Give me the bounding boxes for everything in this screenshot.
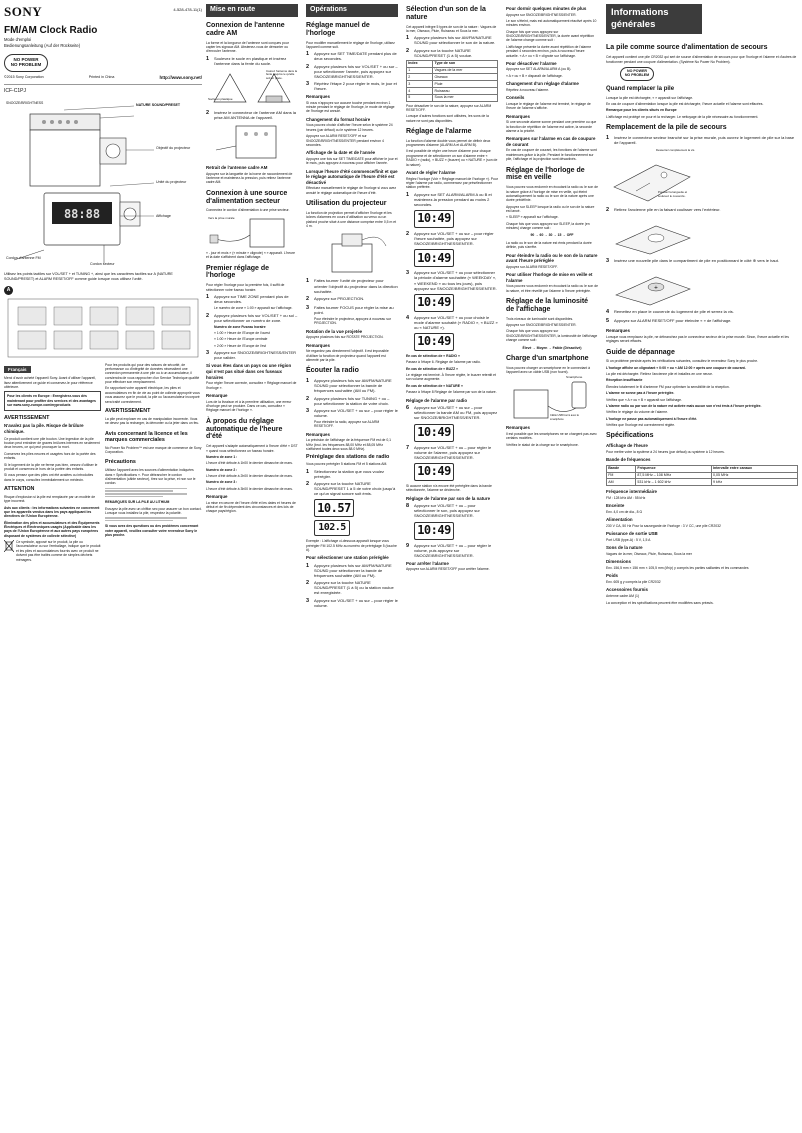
label-objectif: Objectif du projecteur bbox=[156, 146, 191, 151]
heading-remplacement: Remplacement de la pile de secours bbox=[606, 124, 727, 132]
figure-caption: Utilisez les points tactiles sur VOL/SET + et TUNING +, ainsi que les caractères tactiles sur A (NATURE SOUND/PRESET) et ALARM RESET/OFF comme guide lorsque vous utilisez l'unité. bbox=[4, 272, 173, 281]
heading-projecteur: Utilisation du projecteur bbox=[306, 200, 387, 208]
table-cell-index: 1 bbox=[407, 67, 433, 74]
heading-depannage: Guide de dépannage bbox=[606, 348, 675, 356]
heading-radio: Écouter la radio bbox=[306, 367, 359, 375]
table-cell-index: 2 bbox=[407, 74, 433, 81]
table-row bbox=[407, 94, 498, 101]
warning-p4: Si vous pensez que des piles ont été avalées ou introduites dans le corps, consultez immédiatement un médecin. bbox=[4, 473, 94, 482]
table-cell: FM bbox=[607, 472, 636, 479]
heading-charge: Charge d'un smartphone bbox=[506, 354, 589, 362]
section-mise-en-route: Mise en route bbox=[206, 4, 298, 17]
subtitle-fr: Mode d'emploi bbox=[4, 37, 32, 43]
label-nature-sound: NATURE SOUND/PRESET bbox=[136, 103, 181, 108]
table-cell-index: 3 bbox=[407, 81, 433, 88]
eu-title: Avis aux clients : les informations suivantes ne concernent que les appareils vendus dans les pays appliquant les directives de l'Union Européenne. bbox=[4, 505, 100, 519]
part-number: 4-528-478-11(1) bbox=[173, 7, 202, 12]
table-cell: 531 kHz – 1 602 kHz bbox=[636, 479, 712, 486]
heading-alarme: Réglage de l'alarme bbox=[406, 127, 472, 135]
crossed-bin-icon bbox=[4, 540, 14, 552]
zone-table: Numéro de zone Fuseau horaire « 1:00 » Heure de l'Europe de l'ouest « 1:00 » Heure de l'Europe centrale « 2:00 » Heure de l'Europe de l'est bbox=[214, 324, 270, 348]
disposal-row bbox=[4, 540, 101, 564]
table-row bbox=[407, 81, 498, 88]
sony-url: http://www.sony.net/ bbox=[159, 75, 202, 81]
col1b-p1: Pour les produits qui pour des raisons de sécurité, de performance ou d'intégrité de données nécessitent une connexion permanente à une pile ou à un accumulateur, il conviendra de vous rapprocher d'un Service Technique qualifié pour effectuer son remplacement. bbox=[105, 362, 200, 385]
heading-veille: Réglage de l'horloge de mise en veille bbox=[506, 166, 585, 182]
table-cell: AM bbox=[607, 479, 636, 486]
label-socle: Socle en plastique bbox=[208, 96, 233, 101]
column-veille: Pour dormir quelques minutes de plus Appuyez sur SNOOZE/BRIGHTNESS/ENTER. Le son s'éteint, mais est automatiquement réactivé après 10 minutes environ. Chaque fois que vous appuyez sur SNOOZE/BRIGHTNESS/ENTER, la durée avant répétition de l'alarme change comme suit : L'affichage présente la durée avant répétition de l'alarme pendant 4 secondes environ, puis à nouveau l'heure actuelle. « A » ou « B » clignote sur l'affichage. Pour désactiver l'alarme Appuyez sur SET ALARM/ALARM A (ou B). « A » ou « B » disparaît de l'affichage. Changement d'un réglage d'alarme Répétez à nouveau l'alarme. Conseils Lorsque le réglage de l'alarme est terminé, le réglage de l'heure de l'alarme s'affiche. Remarques Si une seconde alarme sonne pendant une première ou que la fonction de répétition de l'alarme est active, la seconde alarme a la priorité. Remarques sur l'alarme en cas de coupure de courant En cas de coupure de courant, les fonctions de l'alarme sont maintenues grâce à la pile. Pendant le fonctionnement sur pile, l'affichage et la projection sont désactivés. Réglage de l'horloge de mise en veille Vous pouvez vous endormir en écoutant la radio ou le son de la nature grâce à l'horloge de mise en veille, qui éteint automatiquement la radio ou le son de la nature après une durée prédéfinie. Appuyez sur SLEEP lorsque la radio ou le son de la nature est lancé. « SLEEP » apparaît sur l'affichage. Chaque fois que vous appuyez sur SLEEP, la durée (en minutes) change comme suit : 90 → 60 → 30 → 15 → OFF La radio ou le son de la nature est émis pendant la durée définie, puis s'arrête. Pour éteindre la radio ou le son de la nature avant l'heure préréglée Appuyez sur ALARM RESET/OFF. Pour utiliser l'horloge de mise en veille et l'alarme Vous pouvez vous endormir en écoutant la radio ou le son de la nature, et être réveillé par l'alarme à l'heure préréglée. Réglage de la luminosité de l'affichage Trois niveaux de luminosité sont disponibles. Appuyez sur SNOOZE/BRIGHTNESS/ENTER. Chaque fois que vous appuyez sur SNOOZE/BRIGHTNESS/ENTER, la luminosité de l'affichage change comme suit : Élevé → Moyen → Faible (Désactivé) Charge d'un smartphone Vous pouvez charger un smartphone en le connectant à l'appareil avec un câble USB (non fourni). Smartphone Câble USB fourni avec le smartphone Remarques Il est possible que les smartphones ne se chargent pas avec certains modèles. Vérifiez le statut de la charge sur le smartphone. bbox=[506, 6, 598, 447]
heading-premier-reglage: Premier réglage de l'horloge bbox=[206, 264, 270, 280]
label-cordon-secteur: Cordon secteur bbox=[90, 262, 115, 267]
heading-changement: Changement d'un réglage d'alarme bbox=[506, 81, 579, 87]
license-title: Avis concernant la licence et les marques commerciales bbox=[105, 430, 188, 443]
warning-p1: Ce produit contient une pile bouton. Une ingestion de la pile bouton peut entraîner de graves brûlures internes en seulement deux heures, ce qui peut provoquer la mort. bbox=[4, 436, 100, 450]
alarm-display-4: 10:49 bbox=[414, 333, 454, 351]
header-row bbox=[4, 4, 202, 21]
table-cell-sound: Sous la mer bbox=[433, 94, 498, 101]
label-prise: Vers la prise murale bbox=[208, 215, 235, 220]
subtitle-de: Bedienungsanleitung (Auf der Rückseite) bbox=[4, 42, 81, 48]
label-affichage: Affichage bbox=[156, 214, 171, 219]
section-informations: Informations générales bbox=[606, 4, 702, 34]
heading-preset: Préréglage des stations de radio bbox=[306, 454, 390, 461]
buttons-illustration bbox=[4, 297, 202, 359]
precautions-p: Utilisez l'appareil avec les sources d'alimentation indiquées dans « Spécifications ». Pour débrancher le cordon d'alimentation (câble secteur), tirez sur la prise, et non sur le cordon. bbox=[105, 468, 196, 486]
table-cell-sound: Vagues de la mer bbox=[433, 67, 498, 74]
model-number: ICF-C1PJ bbox=[4, 87, 26, 94]
column-left bbox=[4, 4, 202, 1129]
warning-p2: Conservez les piles neuves et usagées hors de la portée des enfants. bbox=[4, 451, 96, 461]
divider bbox=[4, 84, 202, 85]
column-alarme: Sélection d'un son de la nature Cet appareil intègre 5 types de son de la nature : Vagues de la mer, Oiseaux, Pluie, Ruisseau et Sous la mer. 1 Appuyez plusieurs fois sur AM/FM/NATURE SOUND pour sélectionner le son de la nature. 2 Appuyez sur la touche NATURE SOUND/PRESET (1 à 5) voulue. Index Type de son 1 Vagues de la mer 2 Oiseaux 3 Pluie 4 Ruisseau 5 Sous la mer Pour désactiver le son de la nature, appuyez sur ALARM RESET/OFF. Lorsque d'autres fonctions sont utilisées, les sons de la nature ne sont pas disponibles. Réglage de l'alarme La fonction d'alarme double vous permet de définir deux programmes d'alarme (ALARM A et ALARM B). Il est possible de régler une heure d'alarme pour chaque programme et de sélectionner un son d'alarme entre « RADIO » (radio), « BUZZ » (buzzer) ou « NATURE » (son de la nature). Avant de régler l'alarme Réglez l'horloge (Voir « Réglage manuel de l'horloge »). Pour régler l'alarme par radio, commencez par présélectionner station préférée. 1 Appuyez sur SET ALARM/ALARM A ou B et maintenez-la pression pendant au moins 2 secondes. 10:49 2 Appuyez sur VOL/SET + ou sur – pour régler l'heure souhaitée, puis appuyez sur SNOOZE/BRIGHTNESS/ENTER. 10:49 3 Appuyez sur VOL/SET + ou pour sélectionner la période d'alarme souhaitée (« WEEKDAY », « WEEKEND » ou tous les jours), puis appuyez sur SNOOZE/BRIGHTNESS/ENTER. 10:49 4 Appuyez sur VOL/SET + ou pour choisir le mode d'alarme souhaité (« RADIO », « BUZZ » ou « NATURE »). 10:49 En cas de sélection de « RADIO » Passez à l'étape 6. Réglage de l'alarme par radio. En cas de sélection de « BUZZ » Le réglage est terminé. À l'heure réglée, le buzzer retentit et son volume augmente. En cas de sélection de « NATURE » Passez à l'étape 8 Réglage de l'alarme par son de la nature. Réglage de l'alarme par radio 6 Appuyez sur VOL/SET + ou sur – pour sélectionner la bande AM ou FM, puis appuyez sur SNOOZE/BRIGHTNESS/ENTER. 10:49 7 Appuyez sur VOL/SET + ou – pour régler le volume de l'alarme, puis appuyez sur SNOOZE/BRIGHTNESS/ENTER. 10:49 Si aucune station n'a encore été préréglée dans la bande sélectionnée, l'alarme se déclenche. Réglage de l'alarme par son de la nature 8 Appuyez sur VOL/SET + ou – pour sélectionner le son, puis appuyez sur SNOOZE/BRIGHTNESS/ENTER. 10:49 9 Appuyez sur VOL/SET + ou – pour régler le volume, puis appuyez sur SNOOZE/BRIGHTNESS/ENTER. Pour arrêter l'alarme Appuyez sur ALARM RESET/OFF pour arrêter l'alarme. bbox=[406, 6, 498, 572]
preset-display-b: 102.5 bbox=[314, 520, 350, 536]
label-cordon-am: Cordon d'antenne FM bbox=[6, 256, 41, 261]
lithium-title: REMARQUES SUR LA PILE AU LITHIUM bbox=[105, 500, 170, 505]
heading-son-nature: Sélection d'un son de la nature bbox=[406, 6, 486, 21]
column-right-body bbox=[606, 39, 798, 607]
svg-text:+: + bbox=[653, 285, 659, 292]
antenna-figure bbox=[206, 68, 298, 108]
alarm-display-3: 10:49 bbox=[414, 294, 454, 312]
battery-insert-figure bbox=[606, 267, 798, 307]
heading-auto-dst: Lorsque l'heure d'été commence/finit et que le réglage automatique de l'heure d'été est désactivé bbox=[306, 168, 398, 185]
heading-dormir: Pour dormir quelques minutes de plus bbox=[506, 6, 587, 11]
advisory-p: La pile peut exploser en cas de manipulation incorrecte. Vous ne devez pas la recharger, la démonter ou la jeter dans un feu. bbox=[105, 416, 200, 426]
table-cell: 9 kHz bbox=[711, 479, 797, 486]
table-cell-sound: Oiseaux bbox=[433, 74, 498, 81]
table-row bbox=[607, 472, 798, 479]
buttons-figure bbox=[4, 297, 202, 359]
label-snooze: SNOOZE/BRIGHTNESS bbox=[6, 101, 44, 106]
heading-quand-remplacer: Quand remplacer la pile bbox=[606, 85, 675, 92]
heading-desactiver: Pour désactiver l'alarme bbox=[506, 60, 557, 66]
label-desserrer: Desserrez complètement la vis. bbox=[656, 148, 696, 153]
column-operations: Opérations Réglage manuel de l'horloge Pour modifier manuellement le réglage de l'horloge, utilisez l'appareil comme suit. 1 Appuyez sur SET TIME/DATE pendant plus de deux secondes. 2 Appuyez plusieurs fois sur VOL/SET + ou sur – pour sélectionner l'année, puis appuyez sur SNOOZE/BRIGHTNESS/ENTER. 3 Répétez l'étape 2 pour régler le mois, le jour et l'heure. Remarques Si vous n'appuyez sur aucune touche pendant environ 1 minute pendant le réglage de l'horloge, le mode de réglage de l'horloge est annulé. Changement du format horaire Vous pouvez choisir d'afficher l'heure selon le système 24 heures (par défaut) ou le système 12 heures. Appuyez sur ALARM RESET/OFF et sur SNOOZE/BRIGHTNESS/ENTER pendant environ 4 secondes. Affichage de la date et de l'année Appuyez une fois sur SET TIME/DATE pour afficher le jour et le mois, puis appuyez à nouveau pour afficher l'année. Lorsque l'heure d'été commence/finit et que le réglage automatique de l'heure d'été est désactivé Effectuez manuellement le réglage de l'horloge si vous avez annulé le réglage automatique de l'heure d'été. Utilisation du projecteur La fonction de projection permet d'afficher l'horloge et les icônes d'alarmes en cours d'utilisation au verso ou un plafond proche situé à une distance comprise entre 0,5 m et 4 m. 1 Faites tourner l'unité de projecteur pour orienter l'objectif du projecteur dans la direction souhaitée. 2 Appuyez sur PROJECTION. 3 Faites tourner FOCUS pour régler la mise au point. Pour éteindre le projecteur, appuyez à nouveau sur PROJECTION. Rotation de la vue projetée Appuyez plusieurs fois sur ROTATE PROJECTION. Remarques Ne regardez pas directement l'objectif. Il est impossible d'utiliser la fonction de projecteur quand l'appareil est alimenté par la pile. Écouter la radio 1 Appuyez plusieurs fois sur AM/FM/NATURE SOUND pour sélectionner la bande de fréquences souhaitée (AM ou FM). 2 Appuyez plusieurs fois sur TUNING + ou – pour sélectionner la station de votre choix. 3 Appuyez sur VOL/SET + ou sur – pour régler le volume. Pour éteindre la radio, appuyez sur ALARM RESET/OFF. Remarques La précision de l'affichage de la fréquence FM est de 0,1 MHz (brui. les fréquences 88,00 MHz et 88,05 MHz s'affichent toutes deux sous 88.0 MHz). Préréglage des stations de radio Vous pouvez prérégler 5 stations FM et 5 stations AM. 1 Sélectionnez la station que vous voulez prérégler. 2 Appuyez sur la touche NATURE SOUND/PRESET 1 à 5 de votre choix jusqu'à ce qu'un signal sonore soit émis. 10.57 102.5 Exemple : L'affichage ci-dessous apparaît lorsque vous prérégler FM 102.5 MHz au numéro de préréglage 5 (touche #). Pour sélectionner une station préréglée 1 Appuyez plusieurs fois sur AM/FM/NATURE SOUND pour sélectionner la bande de fréquences souhaitée (AM ou FM). 2 Appuyez sur la touche NATURE SOUND/PRESET (1 à 5) ou la station voulue est enregistrée. 3 Appuyez sur VOL/SET + ou sur – pour régler le volume. bbox=[306, 6, 398, 608]
attention-title: ATTENTION bbox=[4, 485, 35, 492]
table-header-cell: Bande bbox=[607, 465, 636, 472]
nopower-logo-small: NO POWER NO PROBLEM bbox=[620, 67, 654, 81]
label-insert: Insérez l'antenne dans la fente jusqu'à ce qu'elle soit en place. bbox=[266, 68, 298, 81]
column-informations bbox=[606, 4, 798, 1129]
product-figure bbox=[4, 98, 202, 268]
label-unite: Unité du projecteur bbox=[156, 180, 187, 185]
table-row bbox=[407, 74, 498, 81]
figure-a-row bbox=[4, 286, 202, 295]
table-header-cell: Fréquence bbox=[636, 465, 712, 472]
intro: Merci d'avoir acheté l'appareil Sony. Avant d'utiliser l'appareil, lisez attentivement ce guide et conservez-le pour référence ultérieure. bbox=[4, 376, 96, 390]
antenna-plug-figure bbox=[206, 122, 298, 162]
copyright: ©2015 Sony Corporation bbox=[4, 75, 44, 80]
heading-luminosite: Réglage de la luminosité de l'affichage bbox=[506, 298, 589, 313]
heading-rotation: Rotation de la vue projetée bbox=[306, 328, 363, 334]
nopower-logo-row bbox=[4, 54, 202, 72]
table-header-cell: Intervalle entre canaux bbox=[711, 465, 797, 472]
table-cell-index: 4 bbox=[407, 87, 433, 94]
table-cell-index: 5 bbox=[407, 94, 433, 101]
battery-cover-figure bbox=[606, 147, 798, 205]
advisory-title: AVERTISSEMENT bbox=[105, 407, 151, 414]
column-right-a: La pile comme source d'alimentation de secours Cet appareil contient une pile CR2032 qui sert de source d'alimentation de secours pour que l'horloge et l'alarme et d'autres de fonctionner pendant une coupure d'alimentation. (Système No Power No Problem). NO POWER NO PROBLEM Quand remplacer la pile Lorsque la pile est déchargée, « » apparaît sur l'affichage. En cas de coupure d'alimentation lorsque la pile est déchargée, l'heure actuelle et l'alarme sont effacées. Remarque pour les clients situés en Europe L'affichage est protégé ne pour et la recharger. Le nettoyage de la pile nécessaire au fonctionnement. Remplacement de la pile de secours 1 Insérez le connecteur secteur branché sur la prise murale, puis ouvrez le logement de pile sur la base de l'appareil. Desserrez complètement la vis. Poussez la languette et soulevez le couvercle. 2 Retirez l'ancienne pile en la faisant coulisser vers l'extérieur. 3 Insérez une nouvelle pile dans le compartiment de pile en positionnant le côté ⊕ vers le haut. + 4 Remettez en place le couvercle du logement de pile et serrez la vis. 5 Appuyez sur ALARM RESET/OFF pour éteindre « » de l'affichage. Remarques Lorsque vous remplacez la pile, ne débranchez pas le connecteur secteur de la prise murale. Sinon, l'heure actuelle et les réglages seront effacés. Guide de dépannage Si un problème persiste après les vérifications suivantes, consultez le revendeur Sony le plus proche. L'horloge affiche un clignotant « 0:00 » ou « AM 12:00 » après une coupure de courant. La pile est déchargée. Retirez l'ancienne pile et installez-en une neuve. Réception insuffisante Étendez totalement le fil d'antenne FM pour optimiser la sensibilité de la réception. L'alarme ne sonne pas à l'heure préréglée. Vérifiez que « A » ou « B » apparaît sur l'affichage. L'alarme radio ou par son de la nature est activée mais aucun son n'est émis à l'heure préréglée. Vérifiez le réglage du volume de l'alarme. L'horloge ne passe pas automatiquement à l'heure d'été. Vérifiez que l'horloge est correctement réglée. Spécifications Affichage de l'heure Pour mettre votre la système à 24 heures (par défaut) ou système à 12 heures. Bande de fréquences Bande Fréquence Intervalle entre canaux FM 87,5 MHz – 108 MHz 0,05 MHz AM 531 kHz – 1 602 kHz 9 kHz Fréquence intermédiaire FM : 128 kHz AM : 55 kHz Enceinte Env. 4,0 cm de dia., 8 Ω Alimentation 230 V CA, 50 Hz Pour la sauvegarde de l'horloge : 3 V CC, une pile CR2032 Puissance de sortie USB Port USB (type-A) : 5 V, 1,5 A Sons de la nature Vagues de la mer, Oiseaux, Pluie, Ruisseau, Sous la mer Dimensions Env. 156,5 mm × 156 mm × 105,5 mm (l/h/p) y compris les parties saillantes et les commandes Poids Env. 605 g y compris la pile CR2032 Accessoires fournis Antenne cadre AM (1) La conception et les spécifications peuvent être modifiées sans préavis. bbox=[606, 44, 797, 605]
table-cell: 87,5 MHz – 108 MHz bbox=[636, 472, 712, 479]
svg-text:88:88: 88:88 bbox=[63, 207, 101, 222]
disposal-p: Ce symbole, apposé sur le produit, la pile ou l'accumulateur ou sur l'emballage, indique que le produit et les piles et accumulateurs fournis avec ce produit ne doivent pas être traités comme de simples déchets ménagers. bbox=[16, 540, 101, 562]
column-left-body bbox=[4, 363, 202, 564]
column-left-a bbox=[4, 363, 101, 564]
registration-box: Pour les clients en Europe : Enregistrez-vous dès maintenant pour profiter des services et des avantages sur www.sony-europe.com/myproducts bbox=[4, 391, 101, 410]
contact-p: Si vous avez des questions ou des problèmes concernant votre appareil, veuillez consulter votre revendeur Sony le plus proche. bbox=[105, 524, 199, 538]
lithium-p: Essuyez la pile avec un chiffon sec pour assurer un bon contact. Lorsque vous installez la pile, respectez la polarité. bbox=[105, 506, 202, 515]
charge-figure bbox=[506, 376, 598, 422]
frequency-table bbox=[606, 465, 798, 486]
power-figure bbox=[206, 215, 298, 251]
table-cell-sound: Pluie bbox=[433, 81, 498, 88]
heading-specifications: Spécifications bbox=[606, 432, 654, 440]
col1b-p2: En rapportant votre appareil électrique, les piles et accumulateurs en fin de vie au point de collecte approprié vous vous assurez que le produit, la pile ou l'accumulateur incorporé sera traité correctement. bbox=[105, 386, 200, 404]
nature-sound-table: Index Type de son 1 Vagues de la mer 2 Oiseaux 3 Pluie 4 Ruisseau 5 Sous la mer bbox=[406, 60, 498, 102]
column-left-b bbox=[105, 363, 202, 564]
alarm-display-2: 10:49 bbox=[414, 249, 454, 267]
title-block bbox=[4, 25, 202, 49]
alarm-display-5: 10:49 bbox=[414, 424, 454, 442]
disposal-title: Élimination des piles et accumulateurs et des Équipements Électriques et Électroniques usagés (Applicable dans les pays de l'Union Européenne et aux autres pays européens disposant de systèmes de collecte sélective) bbox=[4, 520, 100, 538]
nopower-logo: NO POWER NO PROBLEM bbox=[4, 54, 48, 72]
warning-sub: N'avalez pas la pile. Risque de brûlure chimique. bbox=[4, 423, 84, 435]
column-mise-en-route: Mise en route Connexion de l'antenne cadre AM La forme et la longueur de l'antenne sont conçues pour capter les signaux AM. Abstenez-vous de démonter ou d'enrouler l'antenne. 1 Soulevez le socle en plastique et insérez l'antenne dans la fente du socle. Socle en plastique Insérez l'antenne dans la fente jusqu'à ce qu'elle soit en place. 2 Insérez le connecteur de l'antenne AM dans la prise AM ANTENNA de l'appareil. Retrait de l'antenne cadre AM Appuyez sur la languette de la borne de raccordement de l'antenne et maintenez-la pression, puis retirez l'antenne cadre AM. Connexion à une source d'alimentation secteur Connectez le cordon d'alimentation à une prise secteur. Vers la prise murale « - jour et mois » (« minute » clignote) « » apparaît. L'heure et la date s'affichent dans l'affichage. Premier réglage de l'horloge Pour régler l'horloge pour la première fois, il suffit de sélectionner votre fuseau horaire. 1 Appuyez sur TIME ZONE pendant plus de deux secondes. Le numéro de zone « 1:00 » apparaît sur l'affichage. 2 Appuyez plusieurs fois sur VOL/SET + ou sol – pour sélectionner un numéro de zone. Numéro de zone Fuseau horaire « 1:00 » Heure de l'Europe de l'ouest « 1:00 » Heure de l'Europe centrale « 2:00 » Heure de l'Europe de l'est 3 Appuyez sur SNOOZE/BRIGHTNESS/ENTER pour valider. Si vous êtes dans un pays ou une région qui n'est pas situé dans ces fuseaux horaires Pour régler l'heure correcte, consultez « Réglage manuel de l'horloge ». Remarque Lors de la livraison et à la première utilisation, une erreur d'horloge peut se produire. Dans ce cas, consultez « Réglage manuel de l'horloge ». À propos du réglage automatique de l'heure d'été Cet appareil s'adapte automatiquement à l'heure d'été « DST » quand vous sélectionnez un fuseau horaire. Numéro de zone 1 : L'heure d'été débute à 1h00 le dernier dimanche de mars. Numéro de zone 2 : L'heure d'été débute à 2h00 le dernier dimanche de mars. Numéro de zone 3 : L'heure d'été débute à 3h00 le dernier dimanche de mars. Remarque La mise en oeuvre de l'heure d'été et les dates et heures de début et de fin dépendent des circonstances et des lois de chaque pays/région. bbox=[206, 6, 298, 514]
precautions-title: Précautions bbox=[105, 459, 136, 466]
table-row bbox=[607, 479, 798, 486]
battery-figure bbox=[606, 216, 798, 256]
printed-in: Printed in China bbox=[88, 75, 115, 80]
heading-pile-secours: La pile comme source d'alimentation de secours bbox=[606, 44, 768, 52]
heading-fuseau: Si vous êtes dans un pays ou une région qui n'est pas situé dans ces fuseaux horaires bbox=[206, 363, 292, 380]
label-usb: Câble USB fourni avec le smartphone bbox=[550, 414, 579, 421]
alarm-display-6: 10:49 bbox=[414, 463, 454, 481]
heading-antenne: Connexion de l'antenne cadre AM bbox=[206, 21, 285, 37]
sony-logo: SONY bbox=[4, 4, 43, 19]
alarm-display-7: 10:49 bbox=[414, 522, 454, 540]
table-cell-sound: Ruisseau bbox=[433, 87, 498, 94]
license-p: No Power No Problem™ est une marque de commerce de Sony Corporation. bbox=[105, 445, 202, 454]
warning-title: AVERTISSEMENT bbox=[4, 414, 50, 421]
table-row bbox=[407, 67, 498, 74]
brightness-sequence: Élevé → Moyen → Faible (Désactivé) bbox=[522, 345, 582, 350]
warning-p3: Si le logement de la pile ne ferme pas bien, cessez d'utiliser le produit et conservez-le hors de la portée des enfants. bbox=[4, 462, 98, 471]
heading-heure-ete: À propos du réglage automatique de l'heure d'été bbox=[206, 417, 283, 441]
heading-secteur: Connexion à une source d'alimentation secteur bbox=[206, 189, 288, 205]
document-title: FM/AM Clock Radio bbox=[4, 24, 98, 36]
heading-format: Changement du format horaire bbox=[306, 116, 371, 122]
preset-display: 10.57 bbox=[314, 499, 354, 517]
heading-annee: Affichage de la date et de l'année bbox=[306, 150, 376, 156]
projector-figure bbox=[306, 230, 398, 276]
alarm-display-1: 10:49 bbox=[414, 210, 454, 228]
label-pousser: Poussez la languette et soulevez le couvercle. bbox=[658, 190, 688, 198]
copyright-row bbox=[4, 75, 202, 81]
attention-p: Risque d'explosion si la pile est remplacée par un modèle de type incorrect. bbox=[4, 494, 96, 504]
label-smartphone: Smartphone bbox=[566, 375, 583, 380]
table-cell: 0,05 MHz bbox=[711, 472, 797, 479]
section-operations: Opérations bbox=[306, 4, 398, 17]
badge-a: A bbox=[4, 286, 13, 295]
heading-retrait: Retrait de l'antenne cadre AM bbox=[206, 165, 268, 171]
language-tag: Français bbox=[4, 366, 31, 374]
table-row bbox=[407, 87, 498, 94]
sleep-sequence: 90 → 60 → 30 → 15 → OFF bbox=[530, 233, 574, 238]
heading-reglage-manuel: Réglage manuel de l'horloge bbox=[306, 21, 370, 37]
